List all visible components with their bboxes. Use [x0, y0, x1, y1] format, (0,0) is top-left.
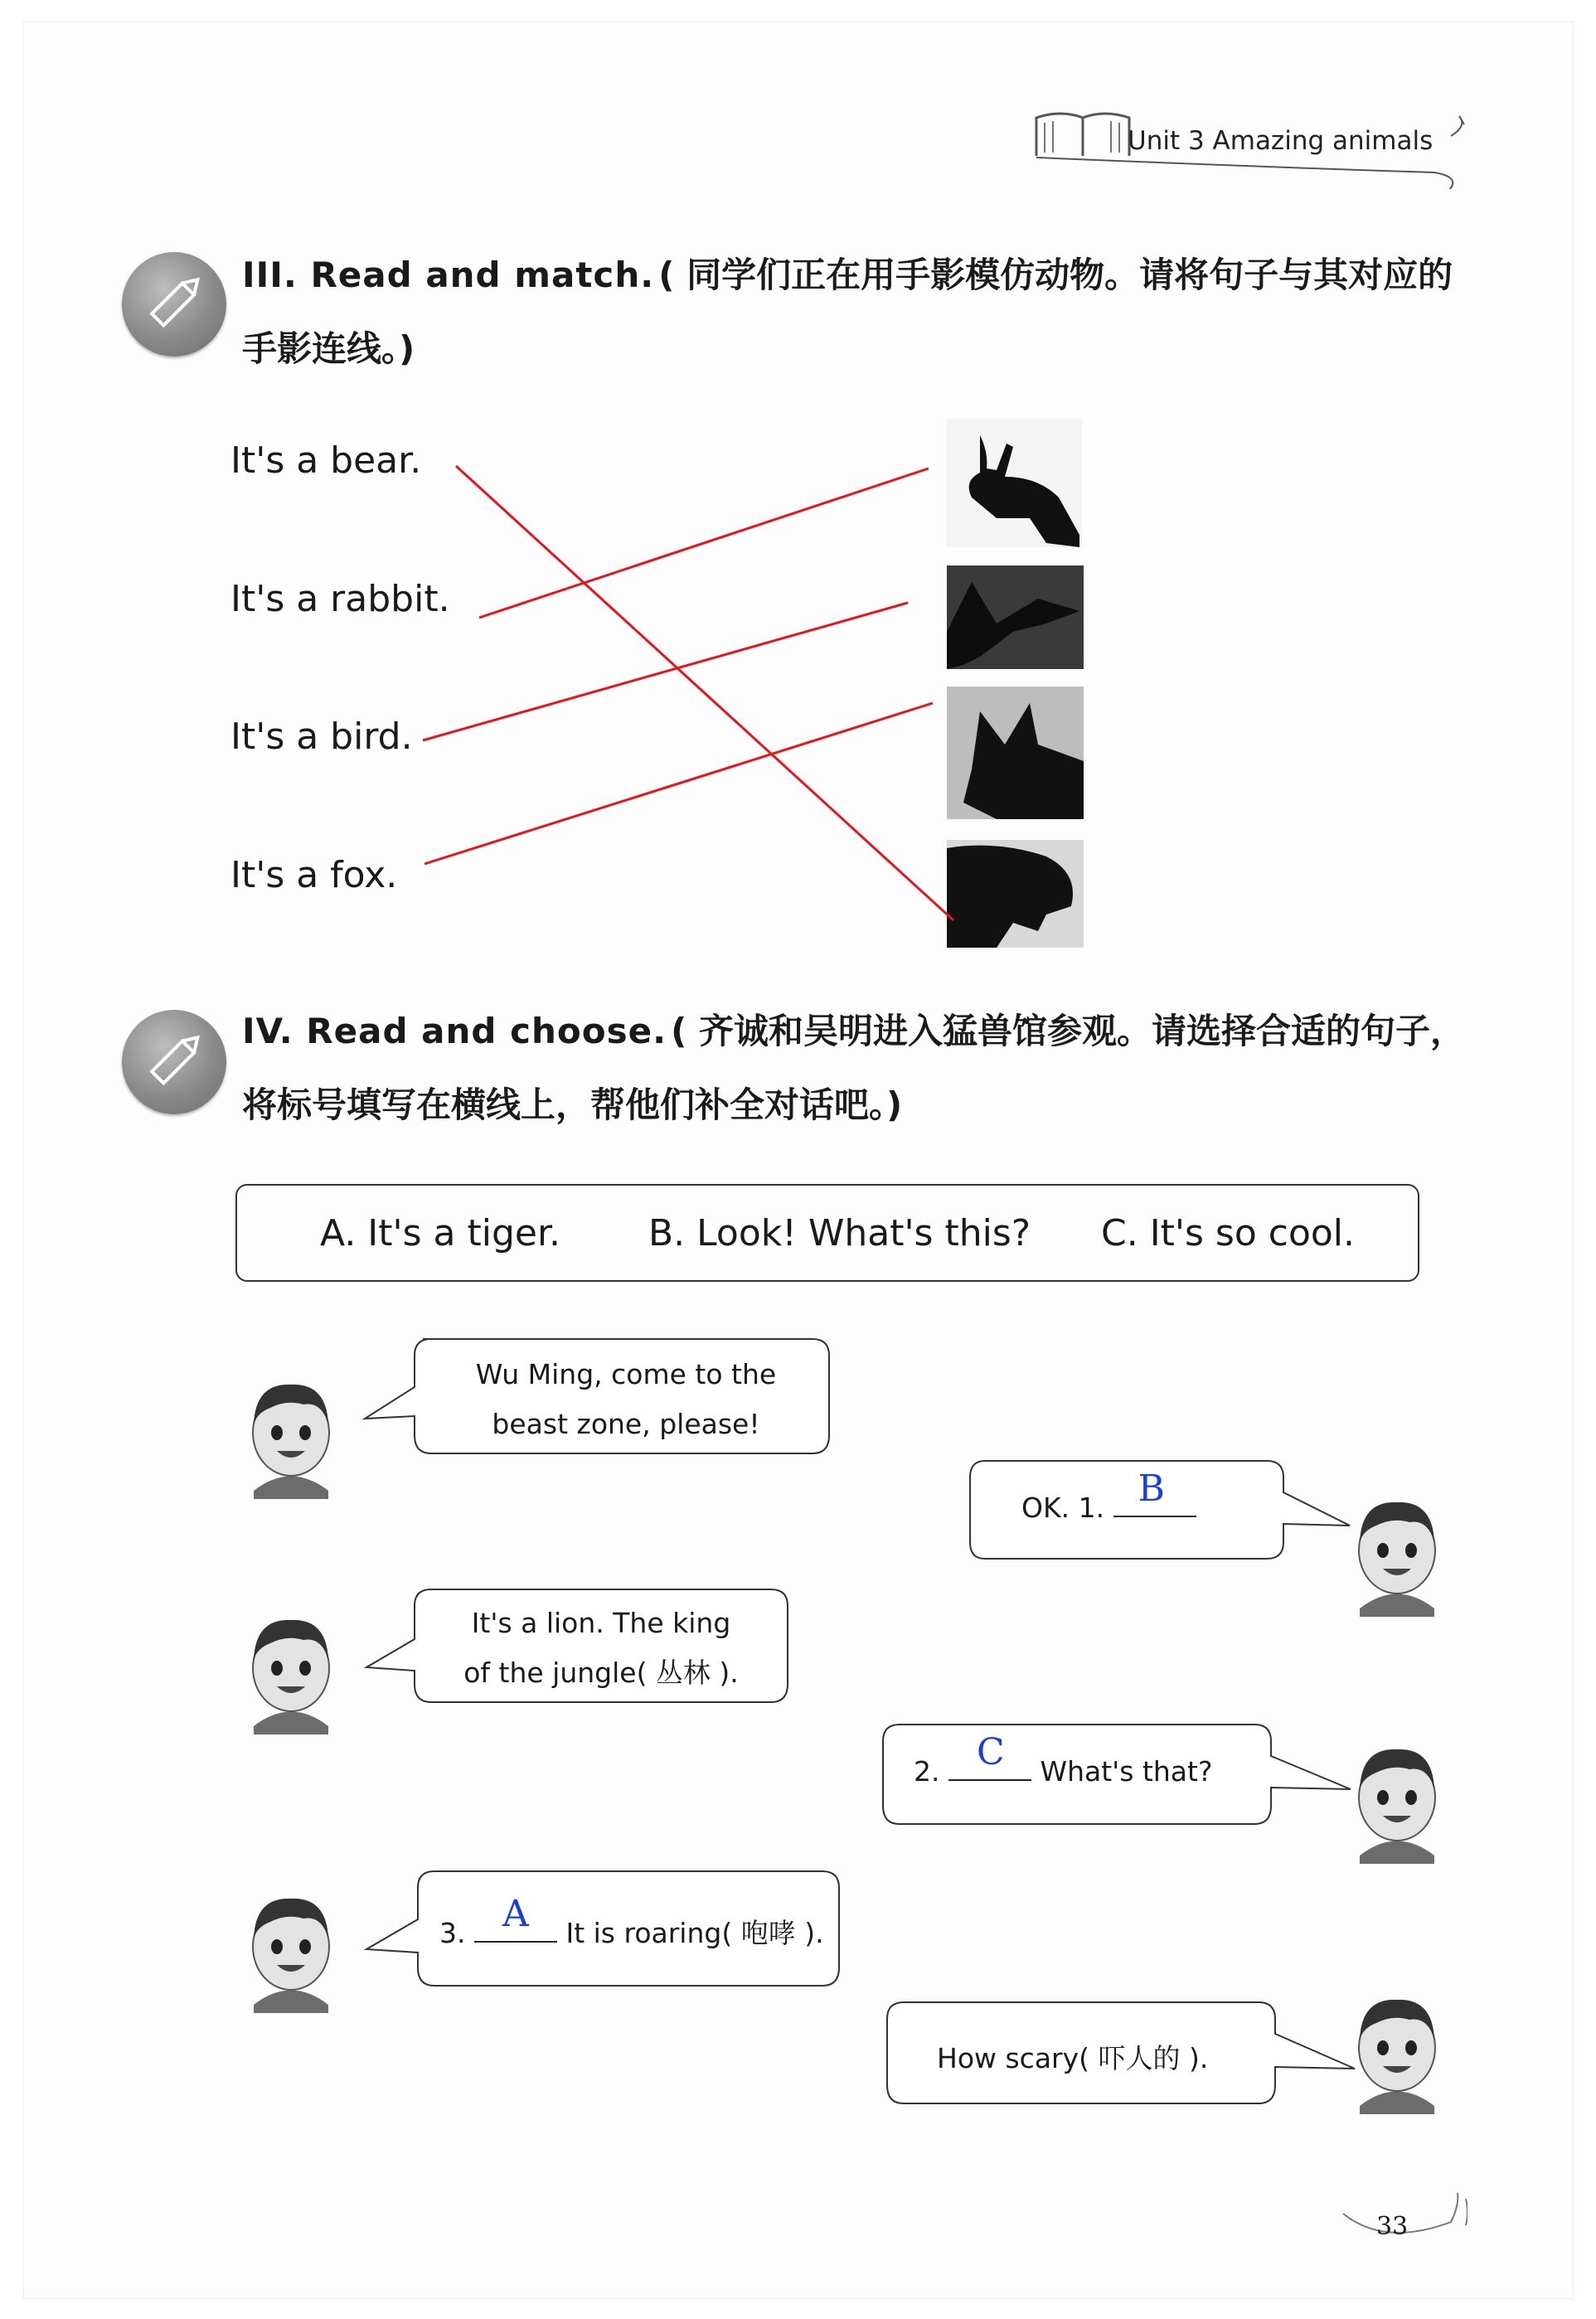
boy-avatar-left-3	[245, 1880, 341, 2015]
line-bird	[423, 603, 908, 740]
boy-avatar-left-1	[245, 1366, 341, 1501]
sentence-bear: It's a bear.	[230, 439, 422, 482]
dialogue-6-text: How scary( 吓人的 ).	[937, 2042, 1209, 2074]
dialogue-1-line-2: beast zone, please!	[492, 1408, 760, 1440]
blank-3[interactable]	[474, 1893, 557, 1943]
dialogue-1-text	[423, 1350, 829, 1449]
answer-1: B	[1138, 1468, 1165, 1510]
answer-3: A	[502, 1893, 529, 1935]
dialogue-3-line-1: It's a lion. The king	[471, 1607, 731, 1639]
line-rabbit	[479, 468, 929, 618]
dialogue-5-prefix: 3.	[439, 1917, 474, 1949]
answer-2: C	[976, 1731, 1005, 1773]
boy-avatar-left-2	[245, 1602, 341, 1736]
dialogue-4-prefix: 2.	[914, 1755, 948, 1788]
boy-avatar-right-2	[1351, 1731, 1447, 1865]
boy-avatar-right-1	[1351, 1484, 1447, 1618]
section4-instruction: ( 齐诚和吴明进入猛兽馆参观。请选择合适的句子，将标号填写在横线上，帮他们补全对话吧。)	[242, 1011, 1465, 1125]
blank-1[interactable]	[1113, 1468, 1196, 1517]
sentence-fox: It's a fox.	[230, 854, 398, 896]
unit-title: Unit 3 Amazing animals	[1128, 126, 1433, 156]
dialogue-2-text	[1021, 1468, 1196, 1524]
dialogue-2-prefix: OK. 1.	[1021, 1492, 1113, 1524]
section3-heading: III. Read and match.	[242, 255, 655, 295]
dialogue-1-line-1: Wu Ming, come to the	[475, 1358, 777, 1390]
section3-instruction: ( 同学们正在用手影模仿动物。请将句子与其对应的手影连线。)	[242, 255, 1453, 369]
page-number: 33	[1376, 2212, 1409, 2241]
option-a: A. It's a tiger.	[320, 1212, 560, 1254]
section4-heading: IV. Read and choose.	[242, 1011, 667, 1051]
dialogue-3-text	[423, 1599, 779, 1698]
boy-avatar-right-3	[1351, 1982, 1447, 2116]
option-b: B. Look! What's this?	[648, 1212, 1031, 1254]
dialogue-4-text	[914, 1731, 1213, 1788]
dialogue-4-suffix: What's that?	[1031, 1755, 1213, 1788]
dialogue-5-text	[439, 1893, 824, 1951]
sentence-rabbit: It's a rabbit.	[230, 578, 450, 620]
pencil-badge-icon-2	[122, 1010, 226, 1114]
dialogue-3-line-2: of the jungle( 丛林 ).	[463, 1657, 739, 1689]
sentence-bird: It's a bird.	[230, 716, 413, 758]
line-fox	[424, 703, 933, 864]
dialogue-5-suffix: It is roaring( 咆哮 ).	[556, 1917, 824, 1949]
blank-2[interactable]	[948, 1731, 1031, 1781]
line-bear	[456, 466, 953, 920]
pencil-icon	[122, 1010, 226, 1114]
options-box	[235, 1184, 1419, 1282]
match-lines	[0, 0, 1596, 995]
option-c: C. It's so cool.	[1101, 1212, 1356, 1254]
